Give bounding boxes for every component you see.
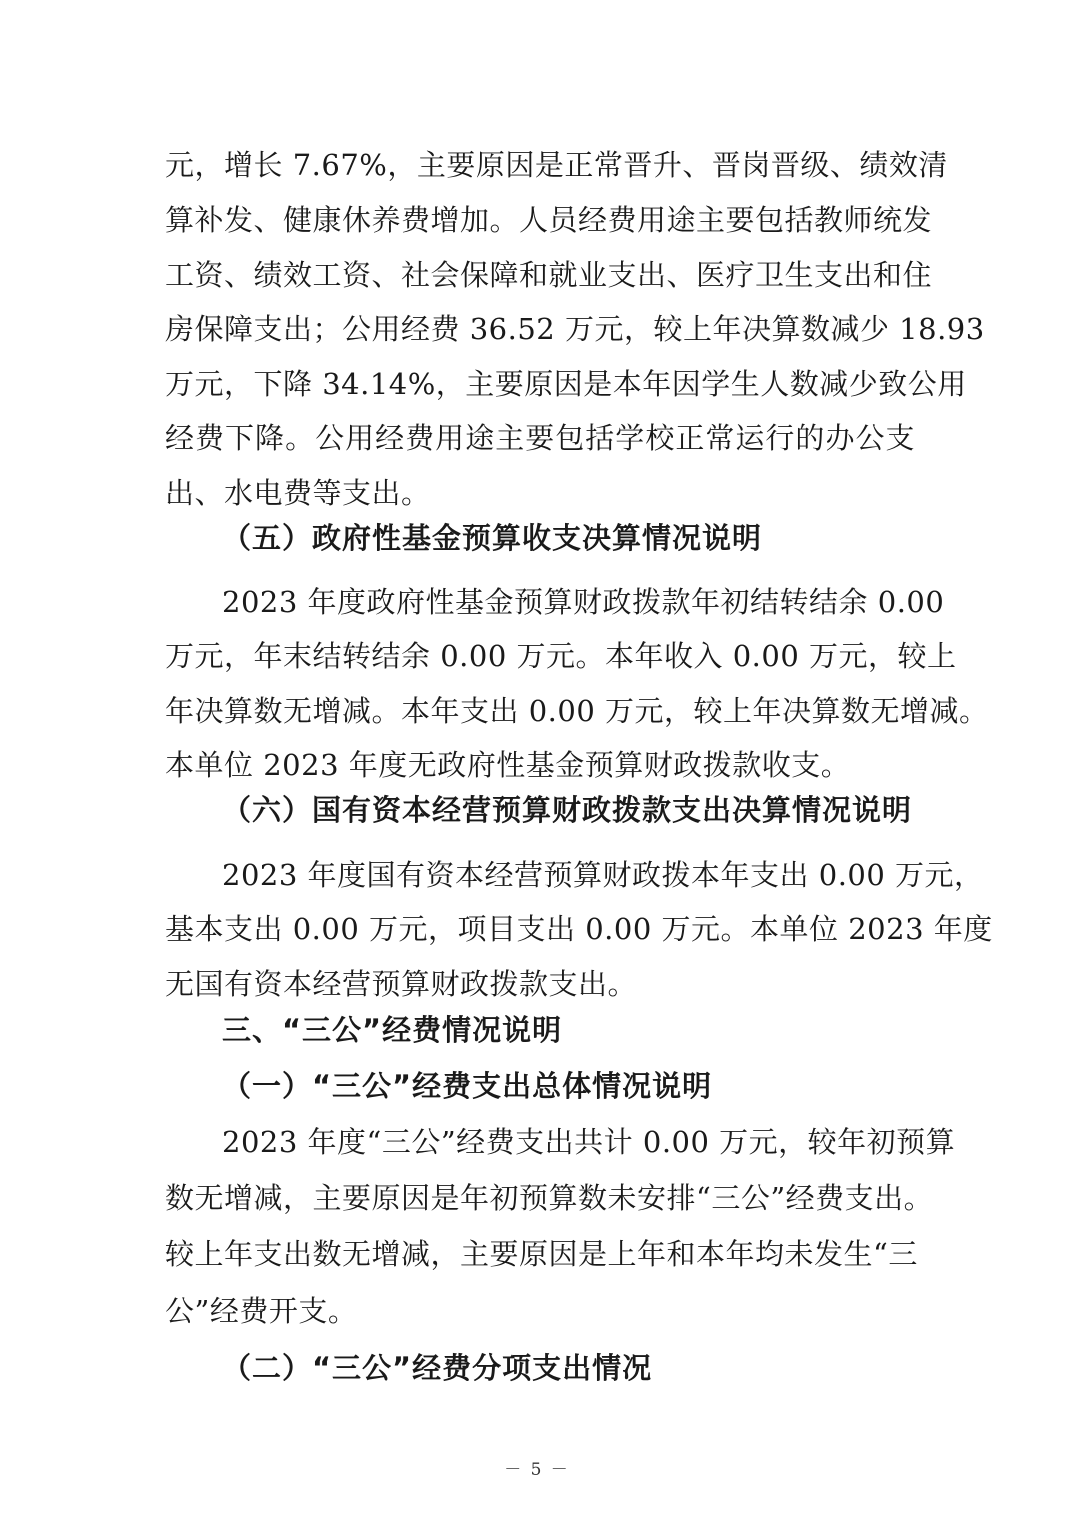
- paragraph-line: 出、水电费等支出。: [165, 476, 431, 510]
- section-heading-5: （五）政府性基金预算收支决算情况说明: [222, 521, 763, 555]
- paragraph-line: 房保障支出；公用经费 36.52 万元，较上年决算数减少 18.93: [165, 312, 985, 346]
- paragraph-line: 元，增长 7.67%，主要原因是正常晋升、晋岗晋级、绩效清: [165, 148, 948, 182]
- paragraph-line: 工资、绩效工资、社会保障和就业支出、医疗卫生支出和住: [165, 258, 933, 292]
- section-heading-3: 三、“三公”经费情况说明: [222, 1013, 563, 1047]
- section-heading-3-1: （一）“三公”经费支出总体情况说明: [222, 1069, 713, 1103]
- paragraph-line: 2023 年度国有资本经营预算财政拨本年支出 0.00 万元，: [222, 858, 984, 892]
- section-heading-3-2: （二）“三公”经费分项支出情况: [222, 1351, 653, 1385]
- paragraph-line: 2023 年度“三公”经费支出共计 0.00 万元，较年初预算: [222, 1125, 956, 1159]
- paragraph-line: 公”经费开支。: [165, 1294, 358, 1328]
- section-heading-6: （六）国有资本经营预算财政拨款支出决算情况说明: [222, 793, 913, 827]
- paragraph-line: 基本支出 0.00 万元，项目支出 0.00 万元。本单位 2023 年度: [165, 912, 993, 946]
- paragraph-line: 年决算数无增减。本年支出 0.00 万元，较上年决算数无增减。: [165, 694, 989, 728]
- paragraph-line: 数无增减，主要原因是年初预算数未安排“三公”经费支出。: [165, 1181, 934, 1215]
- paragraph-line: 较上年支出数无增减，主要原因是上年和本年均未发生“三: [165, 1237, 918, 1271]
- paragraph-line: 算补发、健康休养费增加。人员经费用途主要包括教师统发: [165, 203, 933, 237]
- paragraph-line: 万元，年末结转结余 0.00 万元。本年收入 0.00 万元，较上: [165, 639, 957, 673]
- paragraph-line: 2023 年度政府性基金预算财政拨款年初结转结余 0.00: [222, 585, 945, 619]
- paragraph-line: 万元，下降 34.14%，主要原因是本年因学生人数减少致公用: [165, 367, 967, 401]
- page-number: － 5 －: [504, 1460, 570, 1480]
- paragraph-line: 无国有资本经营预算财政拨款支出。: [165, 967, 638, 1001]
- paragraph-line: 本单位 2023 年度无政府性基金预算财政拨款收支。: [165, 748, 851, 782]
- paragraph-line: 经费下降。公用经费用途主要包括学校正常运行的办公支: [165, 421, 915, 455]
